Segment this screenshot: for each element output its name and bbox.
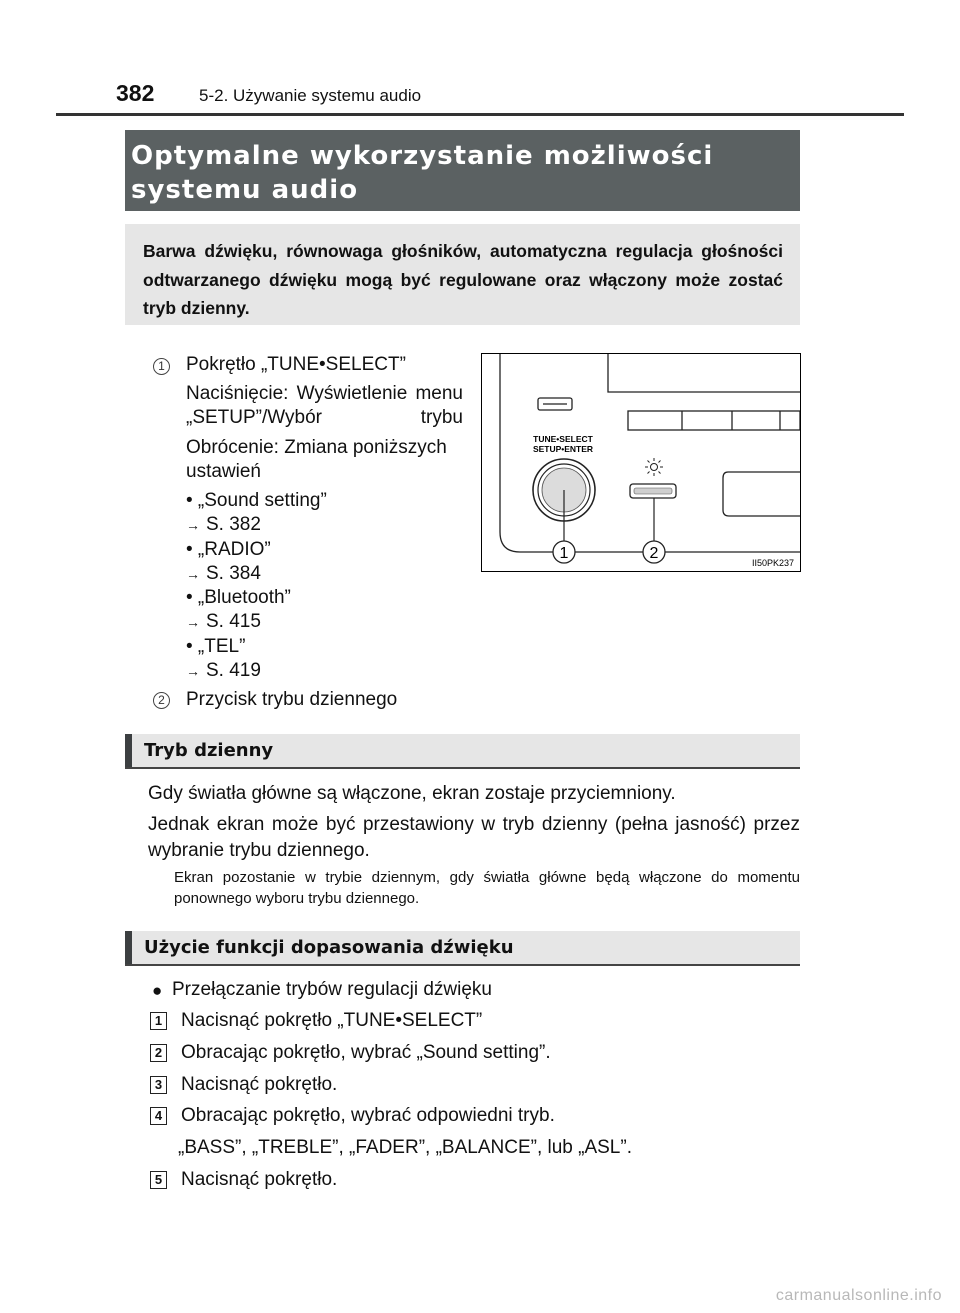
- arrow-right-icon: →: [186, 517, 200, 533]
- day-button-title: Przycisk trybu dziennego: [186, 689, 398, 710]
- setting-bluetooth-ref: → S. 415: [186, 611, 261, 632]
- title-banner: [125, 130, 800, 211]
- setting-radio-ref: → S. 384: [186, 563, 261, 584]
- intro-text: Barwa dźwięku, równowaga głośników, automatyczna regulacja głośności odtwarzanego dźwięku mogą być regulowane oraz włączony może zostać tryb dzienny.: [143, 241, 783, 318]
- step-number-4: 4: [150, 1107, 167, 1125]
- setting-sound: • „Sound setting”: [186, 490, 327, 511]
- arrow-right-icon: →: [186, 566, 200, 582]
- arrow-right-icon: →: [186, 614, 200, 630]
- callout-1: [553, 541, 575, 563]
- day-mode-paragraph-1: Gdy światła główne są włączone, ekran zostaje przyciemniony.: [148, 783, 676, 804]
- sound-adjust-bullet: Przełączanie trybów regulacji dźwięku: [172, 979, 492, 1000]
- header-rule: [56, 113, 904, 116]
- day-mode-button: [630, 484, 676, 498]
- step-text-5: Nacisnąć pokrętło.: [181, 1169, 338, 1190]
- knob-title: Pokrętło „TUNE•SELECT”: [186, 354, 406, 375]
- setting-bluetooth: • „Bluetooth”: [186, 587, 291, 608]
- audio-panel-illustration: [481, 353, 801, 572]
- watermark: carmanualsonline.info: [775, 1287, 942, 1304]
- step-text-3: Nacisnąć pokrętło.: [181, 1074, 338, 1095]
- knob-label-top: TUNE•SELECT: [533, 434, 593, 444]
- setting-radio: • „RADIO”: [186, 539, 271, 560]
- day-mode-note: Ekran pozostanie w trybie dziennym, gdy światła główne będą włączone do momentu ponownego wyboru trybu dziennego.: [174, 869, 800, 907]
- bullet-dot-icon: ●: [152, 981, 163, 1000]
- heading-bar: [125, 931, 132, 964]
- step-text-2: Obracając pokrętło, wybrać „Sound setting”.: [181, 1042, 551, 1063]
- illustration-code: II50PK237: [751, 558, 794, 568]
- step-number-3: 3: [150, 1076, 167, 1094]
- heading-bar: [125, 734, 132, 767]
- callout-2: [643, 541, 665, 563]
- callout-number-1: 1: [153, 358, 170, 375]
- step-number-2: 2: [150, 1044, 167, 1062]
- day-mode-paragraph-2: Jednak ekran może być przestawiony w tryb dzienny (pełna jasność) przez wybranie trybu dziennego.: [148, 814, 800, 861]
- page-number: 382: [116, 80, 155, 106]
- setting-tel-ref: → S. 419: [186, 660, 261, 681]
- audio-panel-drawing: [482, 354, 800, 571]
- knob-turn-description: Obrócenie: Zmiana poniższych ustawień: [186, 437, 447, 482]
- sun-icon: [645, 458, 663, 476]
- section-reference: 5-2. Używanie systemu audio: [199, 86, 422, 105]
- step-number-1: 1: [150, 1012, 167, 1030]
- sound-adjust-heading-text: Użycie funkcji dopasowania dźwięku: [144, 937, 514, 958]
- svg-text:2: 2: [649, 545, 659, 562]
- arrow-right-icon: →: [186, 663, 200, 679]
- step-text-1: Nacisnąć pokrętło „TUNE•SELECT”: [181, 1010, 483, 1031]
- day-mode-heading-text: Tryb dzienny: [144, 740, 274, 761]
- step-text-4: Obracając pokrętło, wybrać odpowiedni tryb.: [181, 1105, 555, 1126]
- knob-press-description: Naciśnięcie: Wyświetlenie menu „SETUP”/Wybór trybu: [186, 383, 463, 428]
- svg-text:1: 1: [559, 545, 569, 562]
- setting-tel: • „TEL”: [186, 636, 246, 657]
- sound-modes-list: „BASS”, „TREBLE”, „FADER”, „BALANCE”, lub „ASL”.: [178, 1137, 632, 1158]
- step-number-5: 5: [150, 1171, 167, 1189]
- day-mode-heading: [125, 734, 800, 769]
- sound-adjust-heading: [125, 931, 800, 966]
- setting-sound-ref: → S. 382: [186, 514, 261, 535]
- callout-number-2: 2: [153, 692, 170, 709]
- page-title: Optymalne wykorzystanie możliwości systemu audio: [131, 141, 714, 205]
- intro-box: [125, 224, 800, 325]
- knob-label-bottom: SETUP•ENTER: [532, 444, 594, 454]
